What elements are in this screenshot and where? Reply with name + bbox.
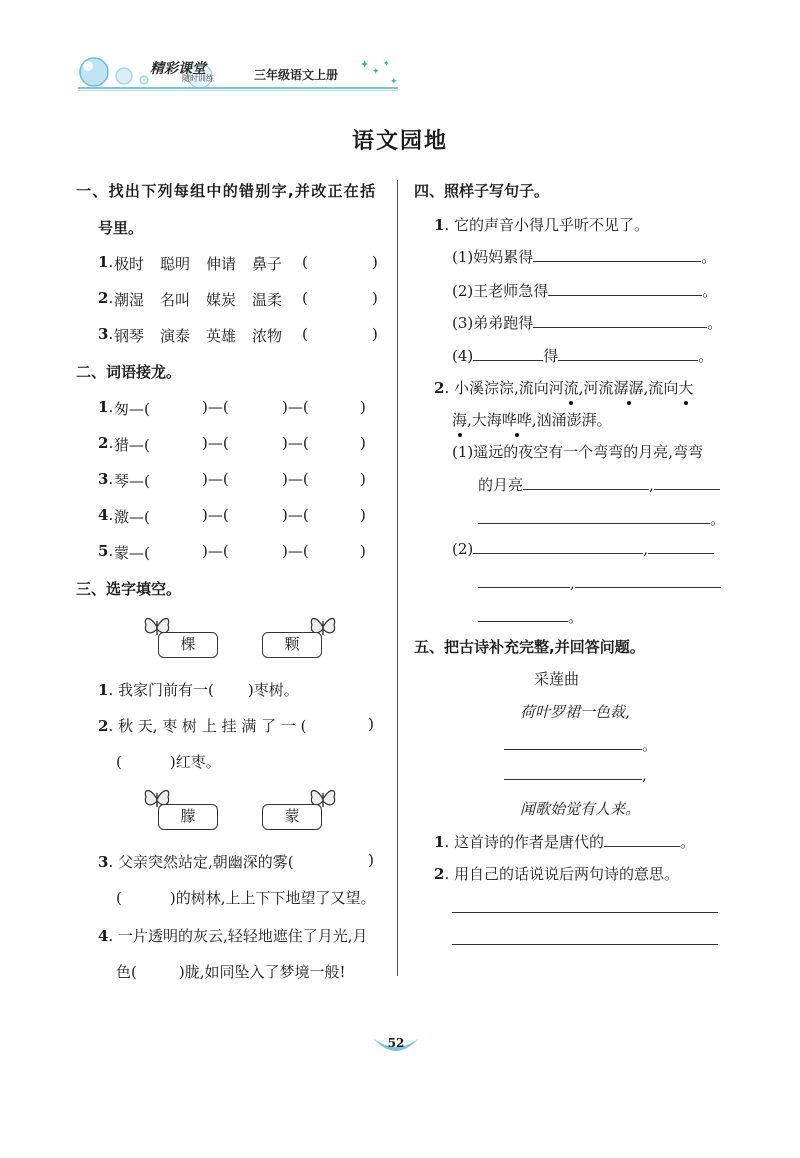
choice-box-meng2: 蒙: [262, 804, 322, 830]
s2-row-4: 4. 激—( )—( )—( ): [98, 506, 366, 526]
s4-q2-item-2-line2: ,: [478, 574, 721, 592]
page-number-badge: [370, 1030, 422, 1056]
s1-row-1: 1. 极时 聪明 伸请 鼻子 ( ): [98, 253, 378, 273]
section-3-heading: 三、选字填空。: [76, 580, 182, 598]
s4-example-1: 1. 它的声音小得几乎听不见了。: [434, 216, 649, 234]
s4-item-4: (4) 得 。: [452, 347, 714, 365]
s4-q2-item-2-line3: 。: [478, 606, 583, 627]
svg-text:✦: ✦: [372, 67, 380, 77]
s3-question-2-line2: ( )红枣。: [116, 753, 221, 771]
s4-item-3: (3)弟弟跑得 。: [452, 314, 723, 332]
poem-line-2: 。: [504, 734, 657, 755]
s4-q2-item-2-line1: (2) ,: [452, 540, 714, 558]
s2-row-1: 1. 匆—( )—( )—( ): [98, 398, 366, 418]
s5-question-1: 1. 这首诗的作者是唐代的 。: [434, 833, 696, 851]
choice-box-ke: 棵: [158, 632, 218, 658]
header-brand: 精彩课堂: [150, 61, 206, 77]
s5-question-2: 2. 用自己的话说说后两句诗的意思。: [434, 865, 679, 883]
s2-row-2: 2. 猎—( )—( )—( ): [98, 434, 366, 454]
s3-question-1: 1. 我家门前有一( )枣树。: [98, 681, 299, 699]
poem-line-1: 荷叶罗裙一色裁,: [520, 703, 630, 721]
poem-line-3: ,: [504, 766, 647, 784]
svg-text:✦: ✦: [383, 59, 390, 68]
choice-box-meng1: 朦: [158, 804, 218, 830]
page-title: 语文园地: [351, 129, 448, 154]
poem-line-4: 闻歌始觉有人来。: [520, 800, 641, 818]
section-1-heading-line1: 一、找出下列每组中的错别字,并改正在括: [76, 182, 377, 200]
section-4-heading: 四、照样子写句子。: [414, 182, 550, 200]
s3-question-4-line2: 色( )胧,如同坠入了梦境一般!: [116, 963, 346, 981]
header-brand-sub: 随时训练: [182, 74, 214, 83]
s4-example-2-line2: 海,大海哗哗,汹涌澎湃。: [452, 411, 612, 429]
s1-row-2: 2. 潮湿 名叫 媒炭 温柔 ( ): [98, 289, 378, 309]
poem-title: 采莲曲: [534, 670, 580, 688]
column-divider: [397, 180, 398, 976]
s4-item-2: (2)王老师急得 。: [452, 282, 718, 300]
section-1-heading-line2: 号里。: [98, 219, 144, 237]
svg-text:✦: ✦: [390, 77, 398, 87]
header-rule-thin: [78, 90, 398, 91]
answer-line: [452, 912, 718, 913]
section-2-heading: 二、词语接龙。: [76, 363, 182, 381]
svg-text:✦: ✦: [360, 58, 370, 71]
s1-row-3: 3. 钢琴 演泰 英雄 浓物 ( ): [98, 325, 378, 345]
s4-q2-item-1-line2: 的月亮 ,: [478, 474, 720, 495]
s2-row-5: 5. 蒙—( )—( )—( ): [98, 542, 366, 562]
s2-row-3: 3. 琴—( )—( )—( ): [98, 470, 366, 490]
header-logo-graphic: [70, 52, 410, 98]
s4-example-2-line1: 2. 小溪淙淙,流向河流,河流潺潺,流向大: [434, 379, 694, 397]
s4-q2-item-1-line1: (1)遥远的夜空有一个弯弯的月亮,弯弯: [452, 443, 704, 461]
s3-question-2-line1: 2. 秋 天, 枣 树 上 挂 满 了 一 ( ): [98, 715, 374, 735]
s3-question-3-line2: ( )的树林,上上下下地望了又望。: [116, 889, 376, 907]
s3-question-3-line1: 3. 父亲突然站定,朝幽深的雾( ): [98, 851, 374, 871]
page-number: 52: [387, 1036, 405, 1050]
s4-q2-item-1-line3: 。: [478, 508, 725, 529]
choice-box-ke2: 颗: [262, 632, 322, 658]
header-rule: [78, 87, 398, 89]
section-5-heading: 五、把古诗补充完整,并回答问题。: [414, 638, 645, 656]
header-grade: 三年级语文上册: [254, 68, 339, 82]
s3-question-4-line1: 4. 一片透明的灰云,轻轻地遮住了月光,月: [98, 927, 368, 945]
answer-line: [452, 944, 718, 945]
s4-item-1: (1)妈妈累得 。: [452, 248, 717, 266]
